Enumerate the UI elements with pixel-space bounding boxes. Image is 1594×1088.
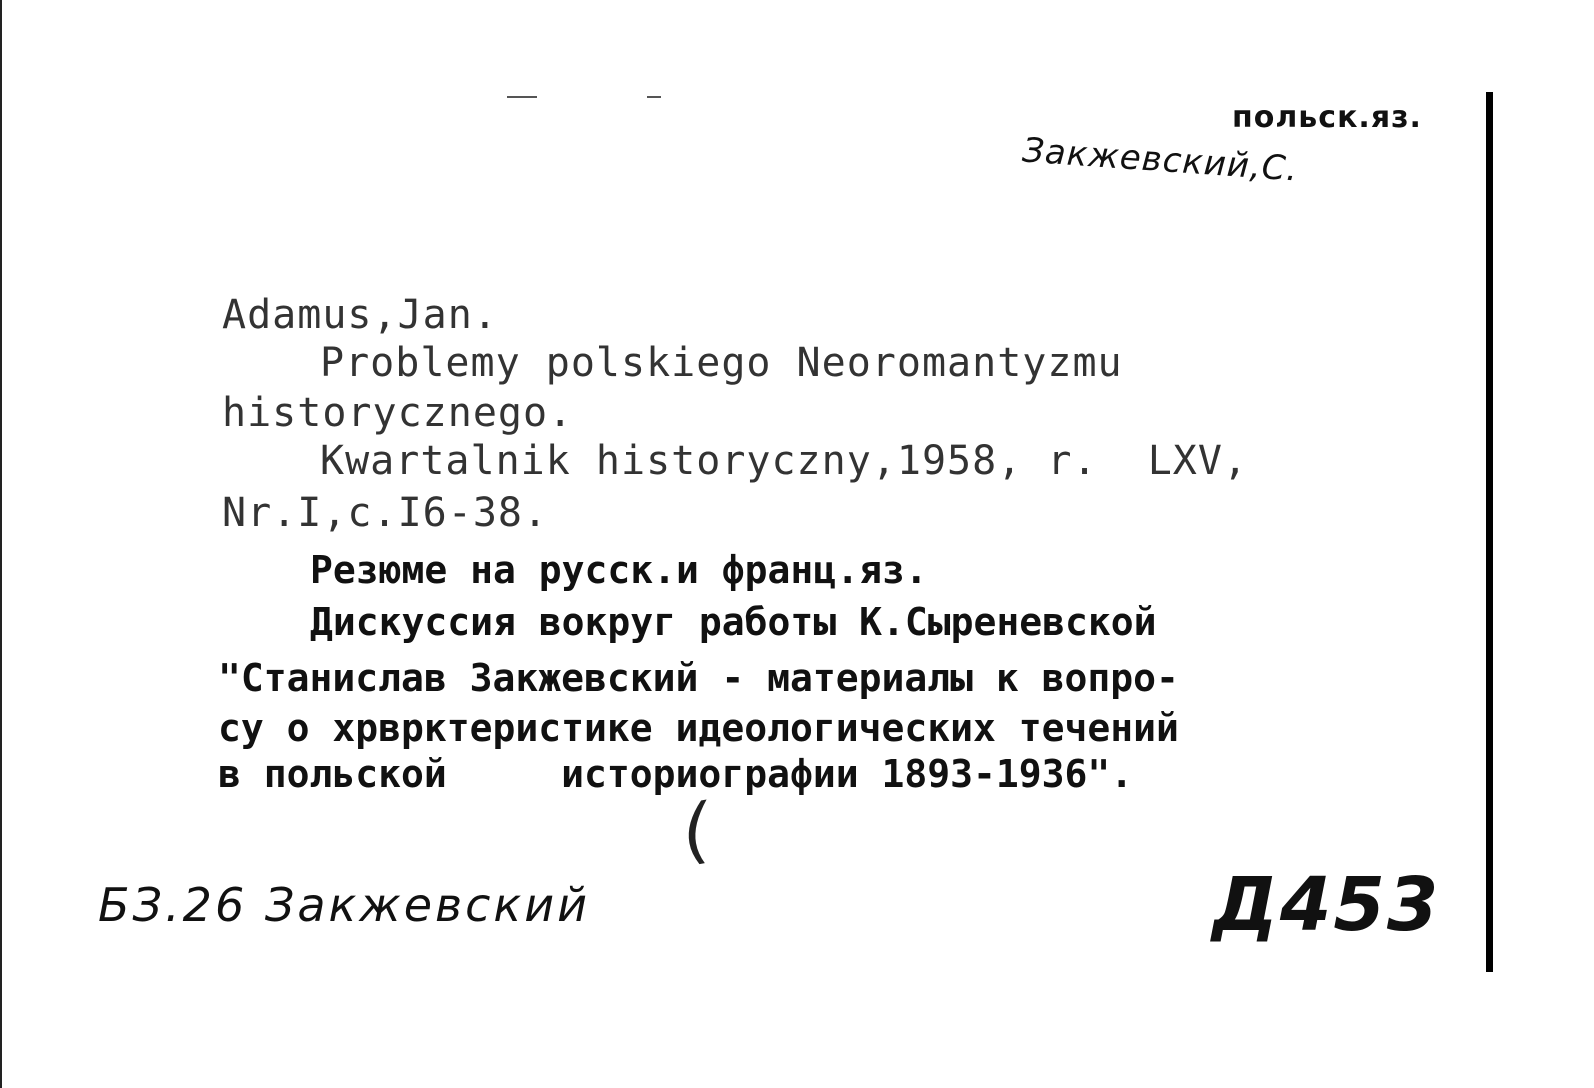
handwritten-bracket-mark: ( (675, 788, 717, 874)
title-line-2: historycznego. (222, 390, 574, 436)
stray-mark (507, 96, 537, 98)
summary-note: Резюме на русск.и франц.яз. (310, 548, 928, 592)
author: Adamus,Jan. (222, 292, 498, 338)
subject-note: Закжевский,С. (1020, 130, 1300, 190)
discussion-line-2: "Станислав Закжевский - материалы к вопро- (218, 656, 1179, 700)
discussion-line-3: су о хрврктеристике идеологических течений (218, 706, 1179, 750)
card-number: Д453 (1212, 862, 1441, 948)
language-note: польск.яз. (1232, 100, 1422, 135)
title-line-1: Problemy polskiego Neoromantyzmu (320, 340, 1123, 386)
right-border-line (1486, 92, 1493, 972)
source-line-1: Kwartalnik historyczny,1958, r. LXV, (320, 438, 1249, 484)
shelf-note: БЗ.26 Закжевский (98, 878, 591, 932)
stray-mark (647, 96, 661, 98)
source-line-2: Nr.I,c.I6-38. (222, 490, 549, 536)
discussion-line-4: в польской историографии 1893-1936". (218, 752, 1134, 796)
discussion-line-1: Дискуссия вокруг работы К.Сыреневской (310, 600, 1157, 644)
